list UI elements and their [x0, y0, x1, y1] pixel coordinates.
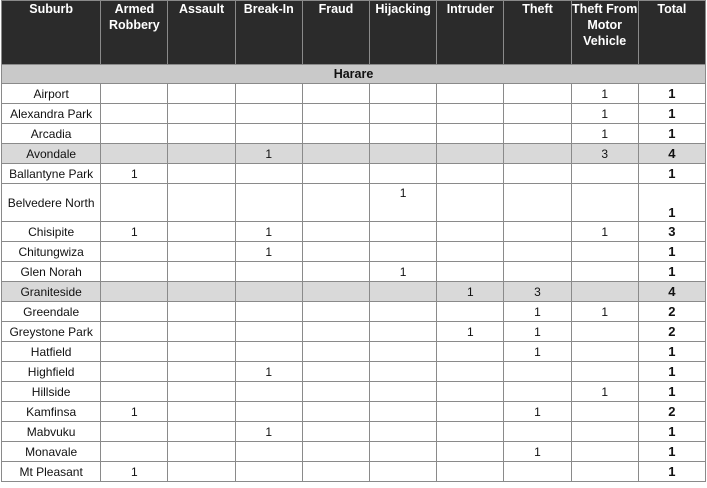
- total-cell: 3: [638, 222, 705, 242]
- total-cell: 1: [638, 242, 705, 262]
- theft-from-motor-vehicle-cell: [571, 442, 638, 462]
- assault-cell: [168, 302, 235, 322]
- theft-cell: [504, 84, 571, 104]
- theft-cell: [504, 144, 571, 164]
- table-row: [2, 322, 706, 342]
- table-row: [2, 422, 706, 442]
- table-row: [2, 124, 706, 144]
- total-cell: 1: [638, 382, 705, 402]
- theft-from-motor-vehicle-cell: [571, 282, 638, 302]
- suburb-cell: Hatfield: [2, 342, 101, 362]
- fraud-cell: [302, 362, 369, 382]
- fraud-cell: [302, 242, 369, 262]
- intruder-cell: [437, 362, 504, 382]
- hijacking-cell: [370, 402, 437, 422]
- intruder-cell: [437, 144, 504, 164]
- theft-cell: 1: [504, 322, 571, 342]
- hijacking-cell: 1: [370, 184, 437, 222]
- assault-cell: [168, 342, 235, 362]
- table-row: [2, 144, 706, 164]
- total-cell: 1: [638, 262, 705, 282]
- theft-from-motor-vehicle-cell: 1: [571, 302, 638, 322]
- table-row: [2, 442, 706, 462]
- armed-robbery-cell: [101, 382, 168, 402]
- break-in-cell: [235, 184, 302, 222]
- armed-robbery-cell: [101, 262, 168, 282]
- assault-cell: [168, 242, 235, 262]
- theft-cell: [504, 124, 571, 144]
- total-cell: 4: [638, 144, 705, 164]
- theft-cell: 1: [504, 442, 571, 462]
- theft-from-motor-vehicle-cell: [571, 262, 638, 282]
- armed-robbery-cell: [101, 242, 168, 262]
- intruder-cell: [437, 164, 504, 184]
- table-row: [2, 104, 706, 124]
- theft-from-motor-vehicle-cell: [571, 322, 638, 342]
- header-hijacking: Hijacking: [370, 1, 437, 65]
- break-in-cell: [235, 322, 302, 342]
- total-cell: 1: [638, 184, 705, 222]
- assault-cell: [168, 84, 235, 104]
- assault-cell: [168, 104, 235, 124]
- theft-cell: [504, 164, 571, 184]
- assault-cell: [168, 144, 235, 164]
- total-cell: 1: [638, 462, 705, 482]
- header-theft: Theft: [504, 1, 571, 65]
- total-cell: 1: [638, 442, 705, 462]
- suburb-cell: Greystone Park: [2, 322, 101, 342]
- assault-cell: [168, 184, 235, 222]
- theft-cell: 3: [504, 282, 571, 302]
- armed-robbery-cell: 1: [101, 402, 168, 422]
- fraud-cell: [302, 382, 369, 402]
- hijacking-cell: [370, 362, 437, 382]
- hijacking-cell: [370, 382, 437, 402]
- crime-statistics-table: [1, 0, 706, 482]
- fraud-cell: [302, 282, 369, 302]
- total-cell: 1: [638, 362, 705, 382]
- theft-cell: [504, 382, 571, 402]
- armed-robbery-cell: [101, 104, 168, 124]
- table-row: [2, 462, 706, 482]
- armed-robbery-cell: [101, 302, 168, 322]
- theft-from-motor-vehicle-cell: [571, 342, 638, 362]
- total-cell: 1: [638, 124, 705, 144]
- suburb-cell: Hillside: [2, 382, 101, 402]
- armed-robbery-cell: [101, 282, 168, 302]
- theft-from-motor-vehicle-cell: 1: [571, 382, 638, 402]
- fraud-cell: [302, 302, 369, 322]
- intruder-cell: [437, 422, 504, 442]
- break-in-cell: [235, 382, 302, 402]
- hijacking-cell: [370, 422, 437, 442]
- armed-robbery-cell: [101, 442, 168, 462]
- fraud-cell: [302, 322, 369, 342]
- table-row: [2, 84, 706, 104]
- hijacking-cell: [370, 164, 437, 184]
- fraud-cell: [302, 84, 369, 104]
- theft-from-motor-vehicle-cell: 1: [571, 124, 638, 144]
- break-in-cell: 1: [235, 362, 302, 382]
- suburb-cell: Highfield: [2, 362, 101, 382]
- header-theft-from-motor-vehicle: Theft From Motor Vehicle: [571, 1, 638, 65]
- suburb-cell: Arcadia: [2, 124, 101, 144]
- suburb-cell: Chitungwiza: [2, 242, 101, 262]
- total-cell: 1: [638, 422, 705, 442]
- hijacking-cell: [370, 84, 437, 104]
- theft-from-motor-vehicle-cell: 1: [571, 104, 638, 124]
- intruder-cell: [437, 222, 504, 242]
- theft-from-motor-vehicle-cell: [571, 362, 638, 382]
- intruder-cell: [437, 442, 504, 462]
- intruder-cell: [437, 124, 504, 144]
- break-in-cell: [235, 282, 302, 302]
- header-suburb: Suburb: [2, 1, 101, 65]
- suburb-cell: Graniteside: [2, 282, 101, 302]
- suburb-cell: Belvedere North: [2, 184, 101, 222]
- header-intruder: Intruder: [437, 1, 504, 65]
- break-in-cell: [235, 462, 302, 482]
- suburb-cell: Greendale: [2, 302, 101, 322]
- table-row: [2, 242, 706, 262]
- fraud-cell: [302, 262, 369, 282]
- fraud-cell: [302, 342, 369, 362]
- armed-robbery-cell: 1: [101, 462, 168, 482]
- suburb-cell: Alexandra Park: [2, 104, 101, 124]
- armed-robbery-cell: [101, 342, 168, 362]
- fraud-cell: [302, 422, 369, 442]
- suburb-cell: Airport: [2, 84, 101, 104]
- break-in-cell: 1: [235, 222, 302, 242]
- fraud-cell: [302, 164, 369, 184]
- hijacking-cell: [370, 242, 437, 262]
- fraud-cell: [302, 222, 369, 242]
- armed-robbery-cell: [101, 184, 168, 222]
- assault-cell: [168, 462, 235, 482]
- suburb-cell: Kamfinsa: [2, 402, 101, 422]
- theft-from-motor-vehicle-cell: 1: [571, 222, 638, 242]
- suburb-cell: Chisipite: [2, 222, 101, 242]
- table-row: [2, 222, 706, 242]
- break-in-cell: [235, 302, 302, 322]
- intruder-cell: [437, 184, 504, 222]
- break-in-cell: [235, 84, 302, 104]
- hijacking-cell: [370, 322, 437, 342]
- hijacking-cell: [370, 104, 437, 124]
- armed-robbery-cell: 1: [101, 222, 168, 242]
- hijacking-cell: [370, 282, 437, 302]
- break-in-cell: [235, 442, 302, 462]
- theft-cell: 1: [504, 302, 571, 322]
- hijacking-cell: [370, 144, 437, 164]
- hijacking-cell: [370, 302, 437, 322]
- intruder-cell: [437, 242, 504, 262]
- theft-cell: [504, 242, 571, 262]
- theft-from-motor-vehicle-cell: [571, 422, 638, 442]
- theft-from-motor-vehicle-cell: [571, 462, 638, 482]
- total-cell: 1: [638, 164, 705, 184]
- intruder-cell: [437, 104, 504, 124]
- break-in-cell: [235, 262, 302, 282]
- theft-cell: [504, 362, 571, 382]
- assault-cell: [168, 422, 235, 442]
- fraud-cell: [302, 144, 369, 164]
- armed-robbery-cell: 1: [101, 164, 168, 184]
- table-row: [2, 164, 706, 184]
- table-row: [2, 302, 706, 322]
- theft-from-motor-vehicle-cell: [571, 242, 638, 262]
- hijacking-cell: [370, 124, 437, 144]
- table-row: [2, 382, 706, 402]
- total-cell: 1: [638, 84, 705, 104]
- hijacking-cell: [370, 462, 437, 482]
- fraud-cell: [302, 124, 369, 144]
- theft-cell: 1: [504, 342, 571, 362]
- assault-cell: [168, 402, 235, 422]
- intruder-cell: [437, 382, 504, 402]
- assault-cell: [168, 382, 235, 402]
- theft-cell: [504, 104, 571, 124]
- suburb-cell: Mt Pleasant: [2, 462, 101, 482]
- header-fraud: Fraud: [302, 1, 369, 65]
- intruder-cell: [437, 342, 504, 362]
- theft-from-motor-vehicle-cell: 3: [571, 144, 638, 164]
- suburb-cell: Mabvuku: [2, 422, 101, 442]
- break-in-cell: [235, 104, 302, 124]
- theft-from-motor-vehicle-cell: [571, 184, 638, 222]
- fraud-cell: [302, 104, 369, 124]
- break-in-cell: [235, 124, 302, 144]
- armed-robbery-cell: [101, 422, 168, 442]
- table-row: [2, 342, 706, 362]
- total-cell: 2: [638, 402, 705, 422]
- table-row: [2, 262, 706, 282]
- hijacking-cell: [370, 342, 437, 362]
- region-row: [2, 65, 706, 84]
- assault-cell: [168, 124, 235, 144]
- intruder-cell: 1: [437, 282, 504, 302]
- table-row: [2, 184, 706, 222]
- intruder-cell: [437, 402, 504, 422]
- intruder-cell: [437, 84, 504, 104]
- intruder-cell: [437, 302, 504, 322]
- break-in-cell: 1: [235, 422, 302, 442]
- theft-cell: [504, 222, 571, 242]
- suburb-cell: Avondale: [2, 144, 101, 164]
- suburb-cell: Glen Norah: [2, 262, 101, 282]
- assault-cell: [168, 362, 235, 382]
- armed-robbery-cell: [101, 124, 168, 144]
- fraud-cell: [302, 402, 369, 422]
- header-assault: Assault: [168, 1, 235, 65]
- break-in-cell: [235, 164, 302, 184]
- assault-cell: [168, 442, 235, 462]
- table-row: [2, 362, 706, 382]
- theft-cell: [504, 184, 571, 222]
- break-in-cell: [235, 402, 302, 422]
- hijacking-cell: [370, 442, 437, 462]
- fraud-cell: [302, 184, 369, 222]
- total-cell: 4: [638, 282, 705, 302]
- header-armed-robbery: Armed Robbery: [101, 1, 168, 65]
- theft-cell: [504, 462, 571, 482]
- suburb-cell: Monavale: [2, 442, 101, 462]
- assault-cell: [168, 322, 235, 342]
- hijacking-cell: [370, 222, 437, 242]
- break-in-cell: 1: [235, 242, 302, 262]
- total-cell: 1: [638, 104, 705, 124]
- assault-cell: [168, 262, 235, 282]
- table-row: [2, 402, 706, 422]
- assault-cell: [168, 164, 235, 184]
- theft-cell: [504, 422, 571, 442]
- theft-from-motor-vehicle-cell: [571, 164, 638, 184]
- suburb-cell: Ballantyne Park: [2, 164, 101, 184]
- armed-robbery-cell: [101, 322, 168, 342]
- table-header-row: [2, 1, 706, 65]
- armed-robbery-cell: [101, 362, 168, 382]
- armed-robbery-cell: [101, 84, 168, 104]
- theft-from-motor-vehicle-cell: 1: [571, 84, 638, 104]
- total-cell: 1: [638, 342, 705, 362]
- armed-robbery-cell: [101, 144, 168, 164]
- intruder-cell: 1: [437, 322, 504, 342]
- theft-cell: 1: [504, 402, 571, 422]
- break-in-cell: 1: [235, 144, 302, 164]
- assault-cell: [168, 282, 235, 302]
- table-row: [2, 282, 706, 302]
- header-break-in: Break-In: [235, 1, 302, 65]
- header-total: Total: [638, 1, 705, 65]
- fraud-cell: [302, 442, 369, 462]
- break-in-cell: [235, 342, 302, 362]
- region-label: Harare: [2, 65, 706, 84]
- total-cell: 2: [638, 302, 705, 322]
- fraud-cell: [302, 462, 369, 482]
- intruder-cell: [437, 462, 504, 482]
- total-cell: 2: [638, 322, 705, 342]
- theft-from-motor-vehicle-cell: [571, 402, 638, 422]
- hijacking-cell: 1: [370, 262, 437, 282]
- intruder-cell: [437, 262, 504, 282]
- theft-cell: [504, 262, 571, 282]
- assault-cell: [168, 222, 235, 242]
